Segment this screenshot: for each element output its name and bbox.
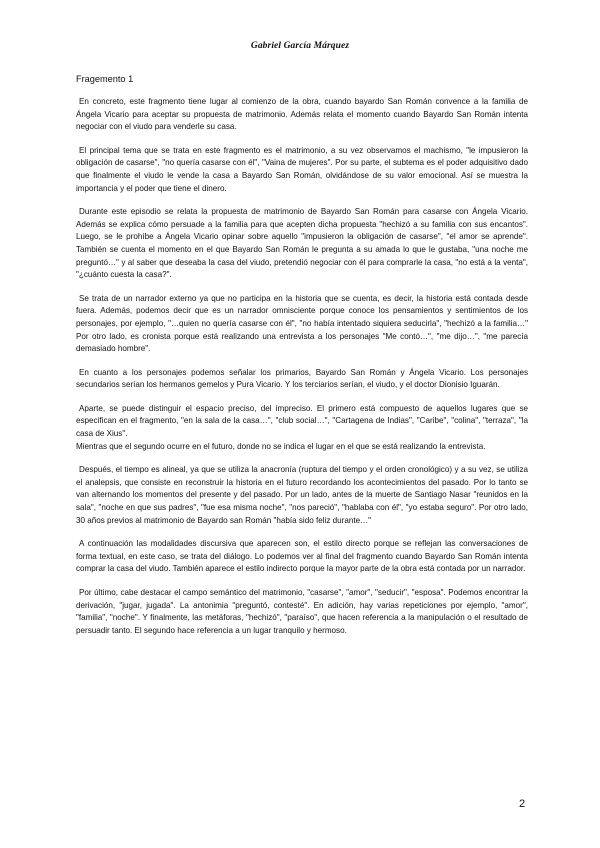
paragraph-context: En concreto, este fragmento tiene lugar al comienzo de la obra, cuando bayardo San Román convence a la familia de Ángela Vicario para aceptar su propuesta de matrimonio. Además relata el momento cuando Bayardo San Román intenta negociar con el viudo para venderle su casa. xyxy=(76,97,528,132)
paragraph-summary: Durante este episodio se relata la propuesta de matrimonio de Bayardo San Román para casarse con Ángela Vicario. Además se explica cómo persuade a la familia para que acepten dicha propuesta "hechizó a su familia con sus encantos". Luego, se le prohíbe a Ángela Vicario opinar sobre aquello "impusieron la obligación de casarse", "el amor se aprende". También se cuenta el momento en el que Bayardo San Román le pregunta a su amada lo que le gustaba, "una noche me preguntó…" y al saber que deseaba la casa del viudo, pretendió negociar con él para comprarle la casa, "no está a la venta", "¿cuánto cuesta la casa?". xyxy=(76,207,528,280)
paragraph-semantic-field: Por último, cabe destacar el campo semántico del matrimonio, "casarse", "amor", "seducir", "esposa". Podemos encontrar la derivación, "jugar, jugada". La antonimia "preguntó, contesté". En adición, hay varias repeticiones por ejemplo, "amor", "familia", "noche". Y finalmente, las metáforas, "hechizó", "paraíso", que hacen referencia a la manipulación o el resultado de persuadir tanto. El segundo hace referencia a un lugar tranquilo y hermoso. xyxy=(76,588,528,635)
page-header-author: Gabriel García Márquez xyxy=(250,41,350,51)
paragraph-theme: El principal tema que se trata en este fragmento es el matrimonio, a su vez observamos el machismo, "le impusieron la obligación de casarse", "no quería casarse con él", "Vaina de mujeres". Por su parte, el subtema es el poder adquisitivo dado que finalmente el viudo le vende la casa a Bayardo San Román, olvidándose de su valor emocional. Así se muestra la importancia y el poder que tiene el dinero. xyxy=(76,145,528,193)
section-title: Fragemento 1 xyxy=(76,74,134,84)
paragraph-time: Después, el tiempo es alineal, ya que se utiliza la anacronía (ruptura del tiempo y el orden cronológico) y a su vez, se utiliza el analepsis, que consiste en reconstruir la historia en el futuro recordando los acontecimientos del pasado. Por lo tanto se van alternando los momentos del presente y del pasado. Por un lado, antes de la muerte de Santiago Nasar "reunidos en la sala", "noche en que sus padres", "fue esa misma noche", "nos pareció", "hablaba con él", "yo estaba seguro". Por otro lado, 30 años previos al matrimonio de Bayardo san Román "había sido feliz durante…" xyxy=(76,465,528,525)
paragraph-characters: En cuanto a los personajes podemos señalar los primarios, Bayardo San Román y Ángela Vicario. Los personajes secundarios serían los hermanos gemelos y Pura Vicario. Y los terciarios serían, el viudo, y el doctor Dionisio Iguarán. xyxy=(76,367,528,390)
paragraph-space: Aparte, se puede distinguir el espacio preciso, del impreciso. El primero está compuesto de aquellos lugares que se especifican en el fragmento, "en la sala de la casa…", "club social…", "Cartagena de Indias", "Caribe", "colina", "terraza", "la casa de Xius". xyxy=(76,403,528,439)
paragraph-space-continued: Mientras que el segundo ocurre en el futuro, donde no se indica el lugar en el que se está realizando la entrevista. xyxy=(76,441,486,451)
paragraph-narrator: Se trata de un narrador externo ya que no participa en la historia que se cuenta, es decir, la historia está contada desde fuera. Además, podemos decir que es un narrador omnisciente porque conoce los pensamientos y sentimientos de los personajes, por ejemplo, "…quien no quería casarse con él", "no había intentado siquiera seducirla", "hechizó a la familia…" Por otro lado, es cronista porque está realizando una entrevista a los personajes "Me contó…", "me dijo…", "me parecía demasiado hombre". xyxy=(76,293,528,354)
paragraph-discourse: A continuación las modalidades discursiva que aparecen son, el estilo directo porque se reflejan las conversaciones de forma textual, en este caso, se trata del diálogo. Lo podemos ver al final del fragmento cuando Bayardo San Román intenta comprar la casa del viudo. También aparece el estilo indirecto porque la mayor parte de la obra está contada por un narrador. xyxy=(76,539,528,574)
document-body xyxy=(76,96,528,637)
page-number: 2 xyxy=(519,798,526,810)
